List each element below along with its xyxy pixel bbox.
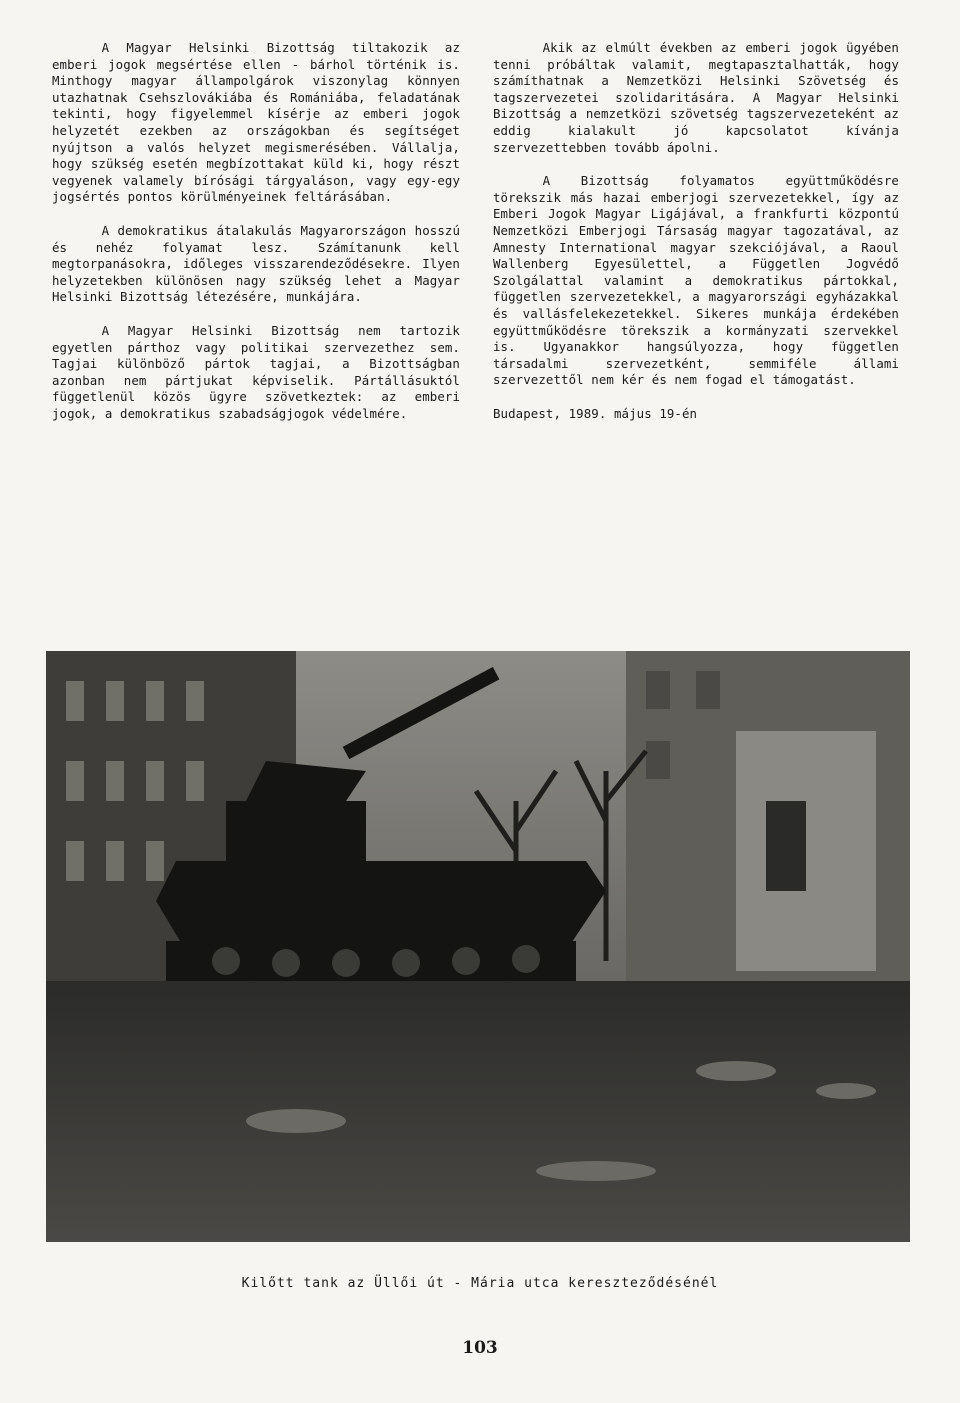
paragraph: Akik az elmúlt években az emberi jogok ügyében tenni próbáltak valamit, megtapasztalhatták, hogy számíthatnak a Nemzetközi Helsinki Szövetség és tagszervezetei szolidaritására. A Magyar Helsinki Bizottság a nemzetközi szövetség tagszervezeteként az eddig kialakult jó kapcsolatot kívánja szervezettebben tovább ápolni. bbox=[493, 40, 899, 155]
paragraph: A demokratikus átalakulás Magyarországon hosszú és nehéz folyamat lesz. Számítanunk kell megtorpanásokra, időleges visszarendeződésekre. Ilyen helyzetekben különösen nagy szükség lehet a Magyar Helsinki Bizottság létezésére, munkájára. bbox=[52, 222, 460, 305]
paragraph: A Magyar Helsinki Bizottság tiltakozik az emberi jogok megsértése ellen - bárhol történik is. Minthogy magyar állampolgárok viszonylag könnyen utazhatnak Csehszlovákiába és Romániába, feladatának tekinti, hogy figyelemmel kísérje az emberi jogok helyzetét ezekben az országokban és segítséget nyújtson a valós helyzet megismerésében. Vállalja, hogy szükség esetén megbízottakat küld ki, hogy részt vegyenek valamely bírósági tárgyaláson, vagy egy-egy jogsértés pontos körülményeinek feltárásában. bbox=[52, 40, 460, 205]
left-text-column bbox=[52, 40, 460, 439]
paragraph: A Bizottság folyamatos együttműködésre törekszik más hazai emberjogi szervezetekkel, így az Emberi Jogok Magyar Ligájával, a frankfurti központú Nemzetközi Emberjogi Társaság magyar tagozatával, az Amnesty International magyar szekciójával, a Raoul Wallenberg Egyesülettel, a Független Jogvédő Szolgálattal valamint a demokratikus pártokkal, független szervezetekkel, a magyarországi egyházakkal és vallásfelekezetekkel. Sikeres munkája érdekében együttműködésre törekszik a kormányzati szervekkel is. Ugyanakkor hangsúlyozza, hogy független társadalmi szervezetként, semmiféle állami szervezettől nem kér és nem fogad el támogatást. bbox=[493, 173, 899, 388]
paragraph: A Magyar Helsinki Bizottság nem tartozik egyetlen párthoz vagy politikai szervezethez sem. Tagjai különböző pártok tagjai, a Bizottságban azonban nem pártjukat képviselik. Pártállásuktól függetlenül közös ügyre szövetkeztek: az emberi jogok, a demokratikus szabadságjogok védelmére. bbox=[52, 322, 460, 421]
photo-caption: Kilőtt tank az Üllői út - Mária utca kereszteződésénél bbox=[241, 1276, 719, 1291]
right-text-column bbox=[493, 40, 899, 439]
date-signoff: Budapest, 1989. május 19-én bbox=[493, 405, 698, 421]
tank-photograph bbox=[46, 651, 910, 1242]
photo-illustration bbox=[46, 651, 910, 1242]
page-number: 103 bbox=[462, 1338, 498, 1358]
